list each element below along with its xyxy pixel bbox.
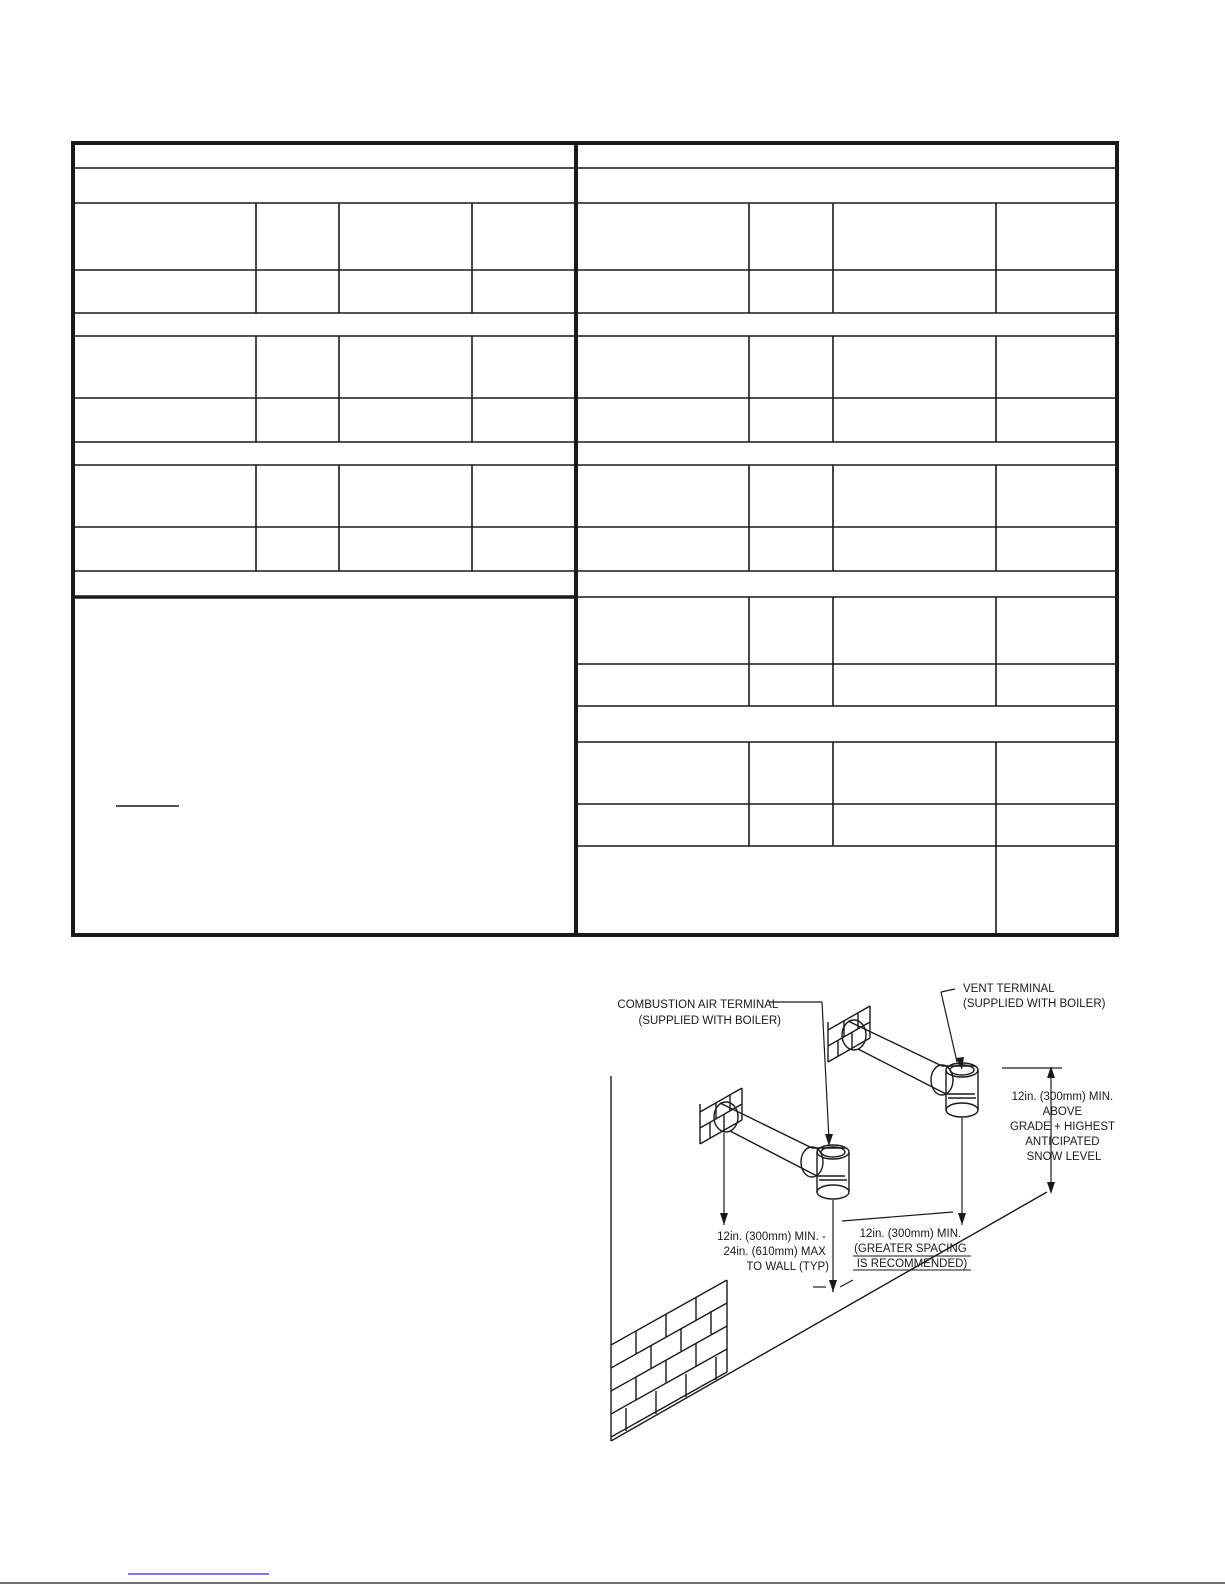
vent-pipe-icon: [842, 1020, 978, 1117]
brick-wall-icon: [611, 1280, 727, 1437]
vent-pipe-brick-icon: [828, 1006, 870, 1062]
height-clearance-label: 12in. (300mm) MIN. ABOVE GRADE + HIGHEST ANTICIPATED SNOW LEVEL: [1009, 1091, 1115, 1163]
combustion-air-pipe-icon: [714, 1102, 849, 1199]
wall-clearance-label: 12in. (300mm) MIN. - 24in. (610mm) MAX TO WALL (TYP): [717, 1231, 829, 1273]
ground-line: [611, 1192, 1047, 1441]
combustion-air-terminal-label: COMBUSTION AIR TERMINAL (SUPPLIED WITH BOILER): [617, 999, 781, 1027]
terminal-spacing-label: 12in. (300mm) MIN. (GREATER SPACING IS RECOMMENDED): [854, 1228, 968, 1270]
vent-terminal-label: VENT TERMINAL (SUPPLIED WITH BOILER): [963, 983, 1106, 1010]
air-pipe-brick-icon: [700, 1088, 742, 1144]
